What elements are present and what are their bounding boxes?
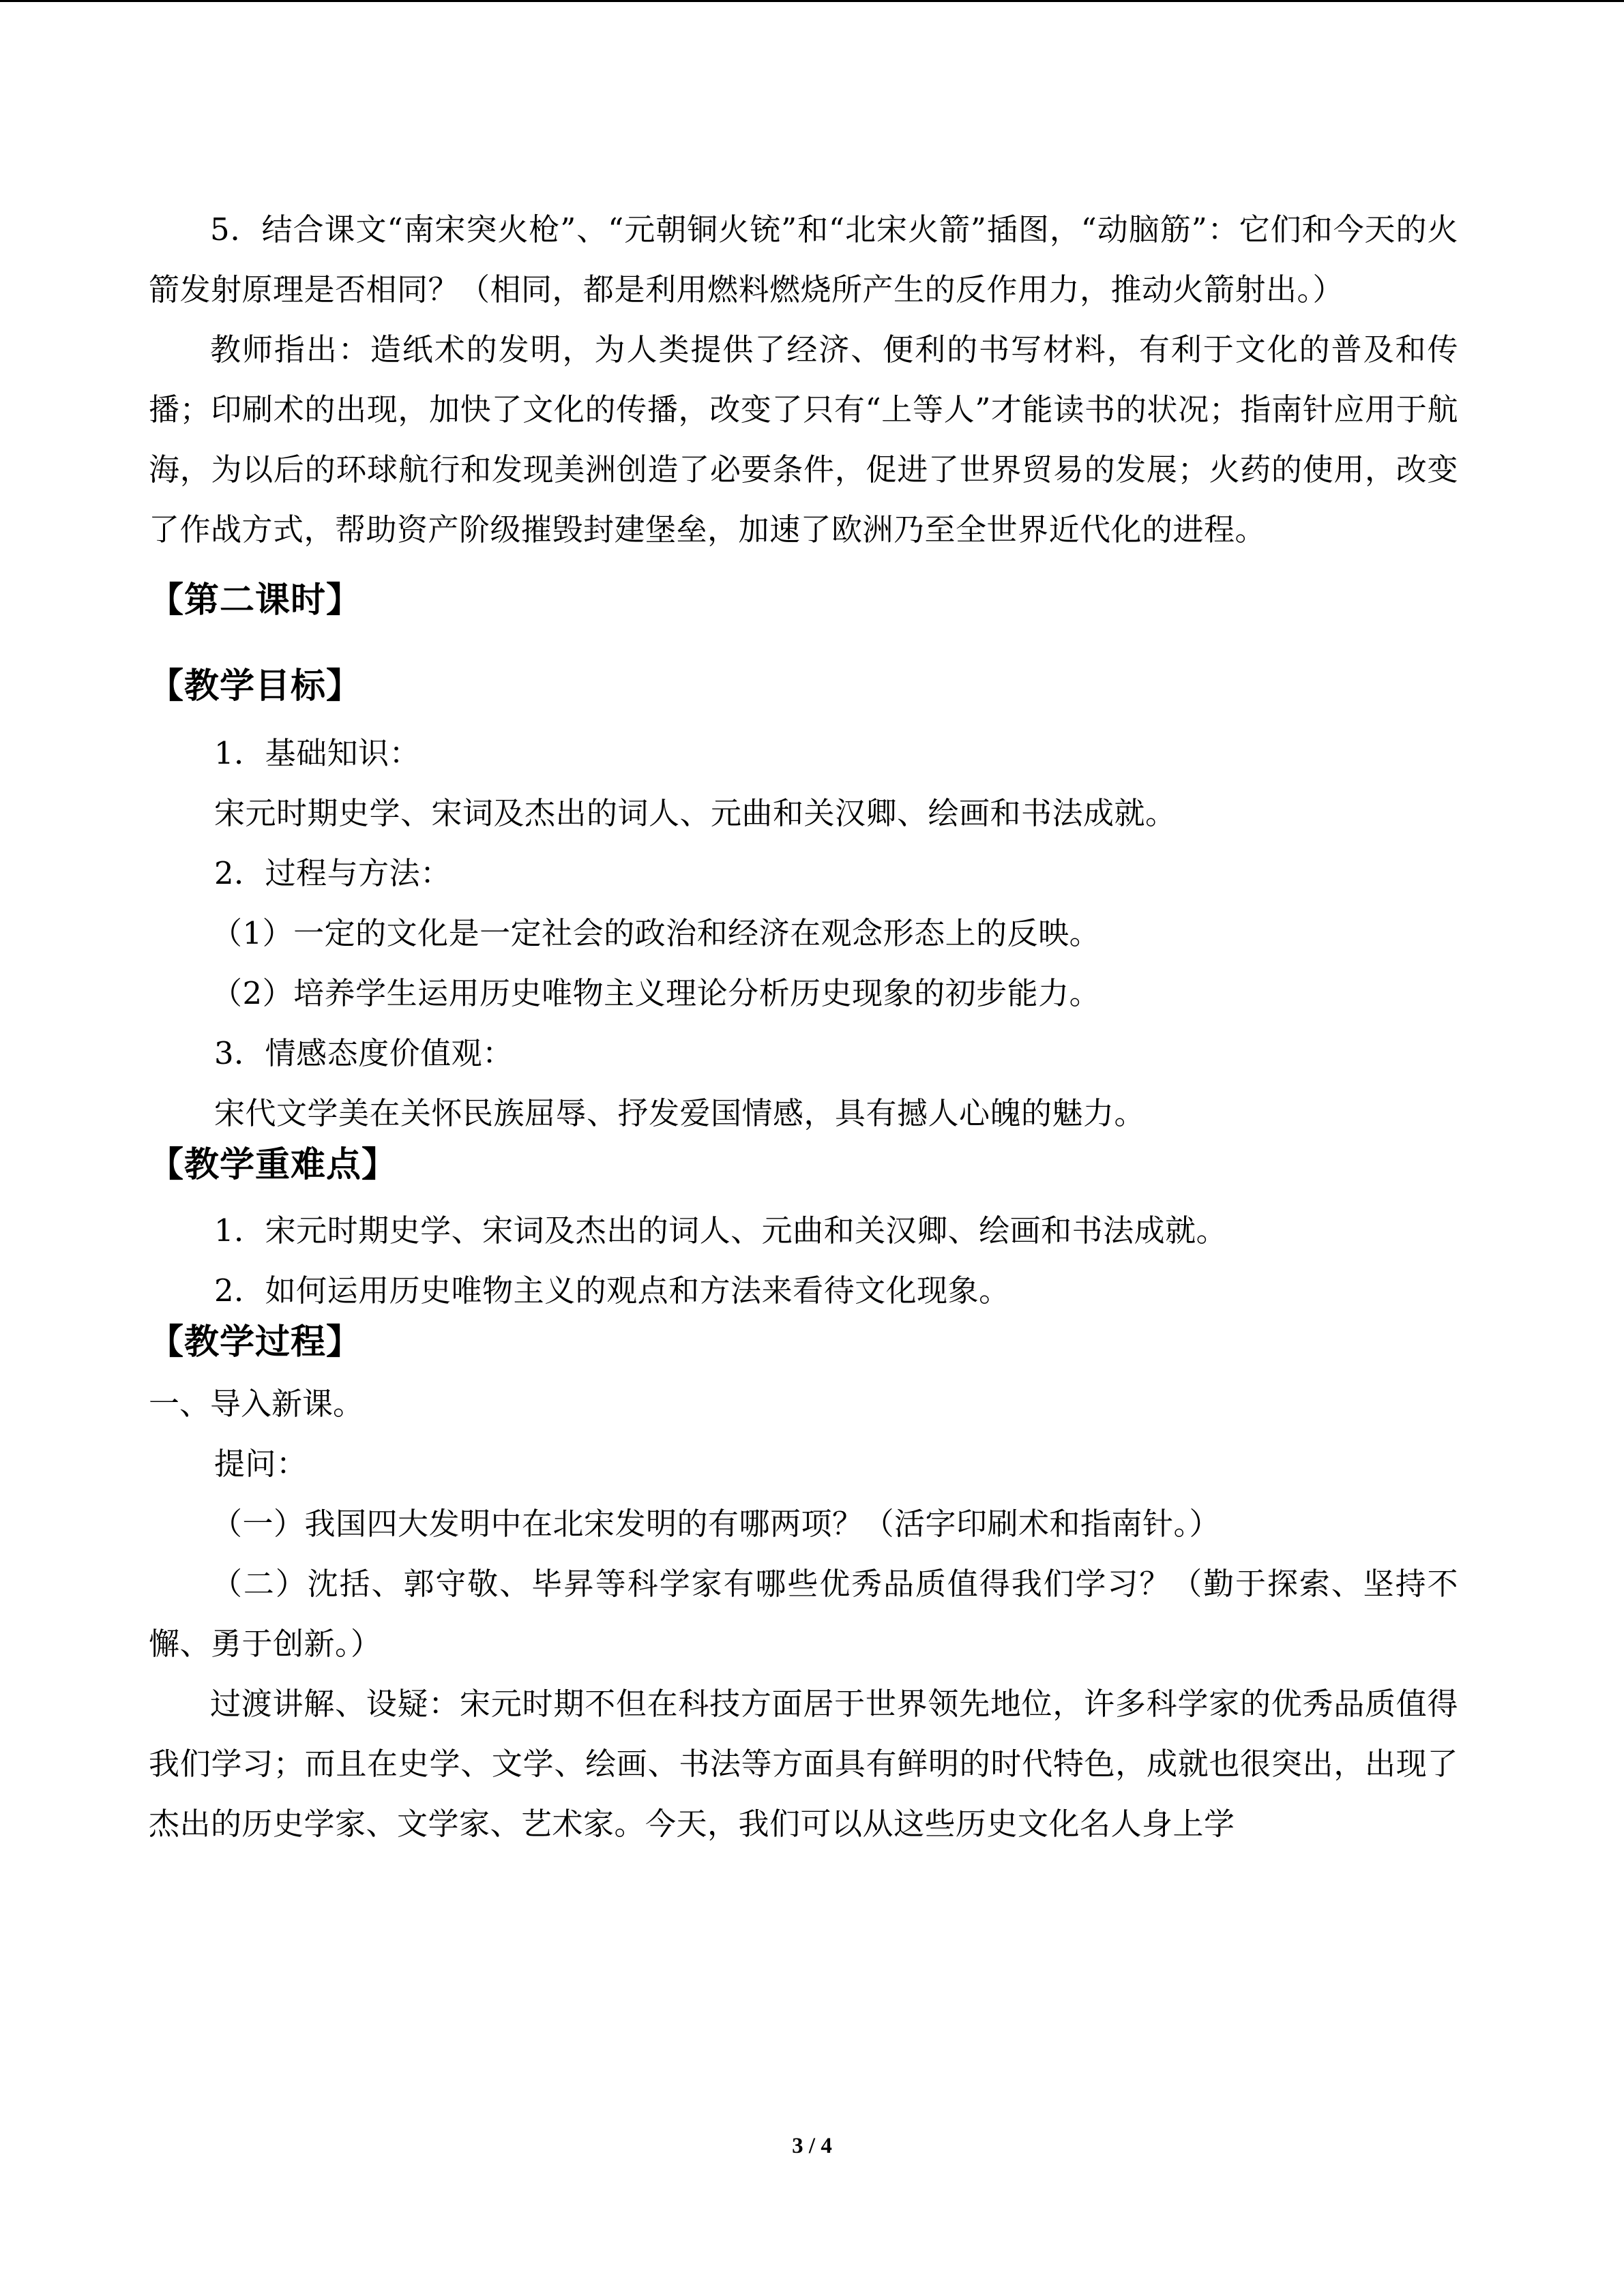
ask-question-2: （二）沈括、郭守敬、毕昇等科学家有哪些优秀品质值得我们学习？（勤于探索、坚持不懈、勇于创新。） — [149, 1566, 1458, 1662]
objective-1-title: 1．基础知识： — [214, 735, 421, 771]
heading-process: 【教学过程】 — [149, 1322, 362, 1362]
heading-objectives: 【教学目标】 — [149, 666, 362, 706]
question-5-paragraph: 5．结合课文“南宋突火枪”、“元朝铜火铳”和“北宋火箭”插图，“动脑筋”：它们和今天的火箭发射原理是否相同？（相同，都是利用燃料燃烧所产生的反作用力，推动火箭射出。） — [149, 211, 1458, 308]
transition-paragraph: 过渡讲解、设疑：宋元时期不但在科技方面居于世界领先地位，许多科学家的优秀品质值得我们学习；而且在史学、文学、绘画、书法等方面具有鲜明的时代特色，成就也很突出，出现了杰出的历史学家、文学家、艺术家。今天，我们可以从这些历史文化名人身上学 — [149, 1686, 1458, 1842]
objective-2-item-1: （1）一定的文化是一定社会的政治和经济在观念形态上的反映。 — [211, 915, 1101, 951]
process-step-1: 一、导入新课。 — [149, 1386, 364, 1422]
ask-label: 提问： — [214, 1446, 308, 1482]
objective-2-title: 2．过程与方法： — [214, 855, 452, 891]
heading-second-lesson: 【第二课时】 — [149, 580, 362, 621]
objective-3-title: 3．情感态度价值观： — [214, 1035, 514, 1071]
objective-2-item-2: （2）培养学生运用历史唯物主义理论分析历史现象的初步能力。 — [211, 975, 1101, 1011]
objective-3-text: 宋代文学美在关怀民族屈辱、抒发爱国情感，具有撼人心魄的魅力。 — [214, 1095, 1146, 1131]
heading-key-points: 【教学重难点】 — [149, 1145, 398, 1185]
objective-1-text: 宋元时期史学、宋词及杰出的词人、元曲和关汉卿、绘画和书法成就。 — [214, 795, 1177, 831]
key-point-1: 1．宋元时期史学、宋词及杰出的词人、元曲和关汉卿、绘画和书法成就。 — [214, 1212, 1228, 1249]
key-point-2: 2．如何运用历史唯物主义的观点和方法来看待文化现象。 — [214, 1272, 1010, 1309]
teacher-note-paragraph: 教师指出：造纸术的发明，为人类提供了经济、便利的书写材料，有利于文化的普及和传播；印刷术的出现，加快了文化的传播，改变了只有“上等人”才能读书的状况；指南针应用于航海，为以后的环球航行和发现美洲创造了必要条件，促进了世界贸易的发展；火药的使用，改变了作战方式，帮助资产阶级摧毁封建堡垒，加速了欧洲乃至全世界近代化的进程。 — [149, 331, 1458, 548]
document-body — [149, 200, 1458, 1854]
page-number: 3 / 4 — [792, 2134, 832, 2158]
ask-question-1: （一）我国四大发明中在北宋发明的有哪两项？（活字印刷术和指南针。） — [211, 1506, 1221, 1542]
